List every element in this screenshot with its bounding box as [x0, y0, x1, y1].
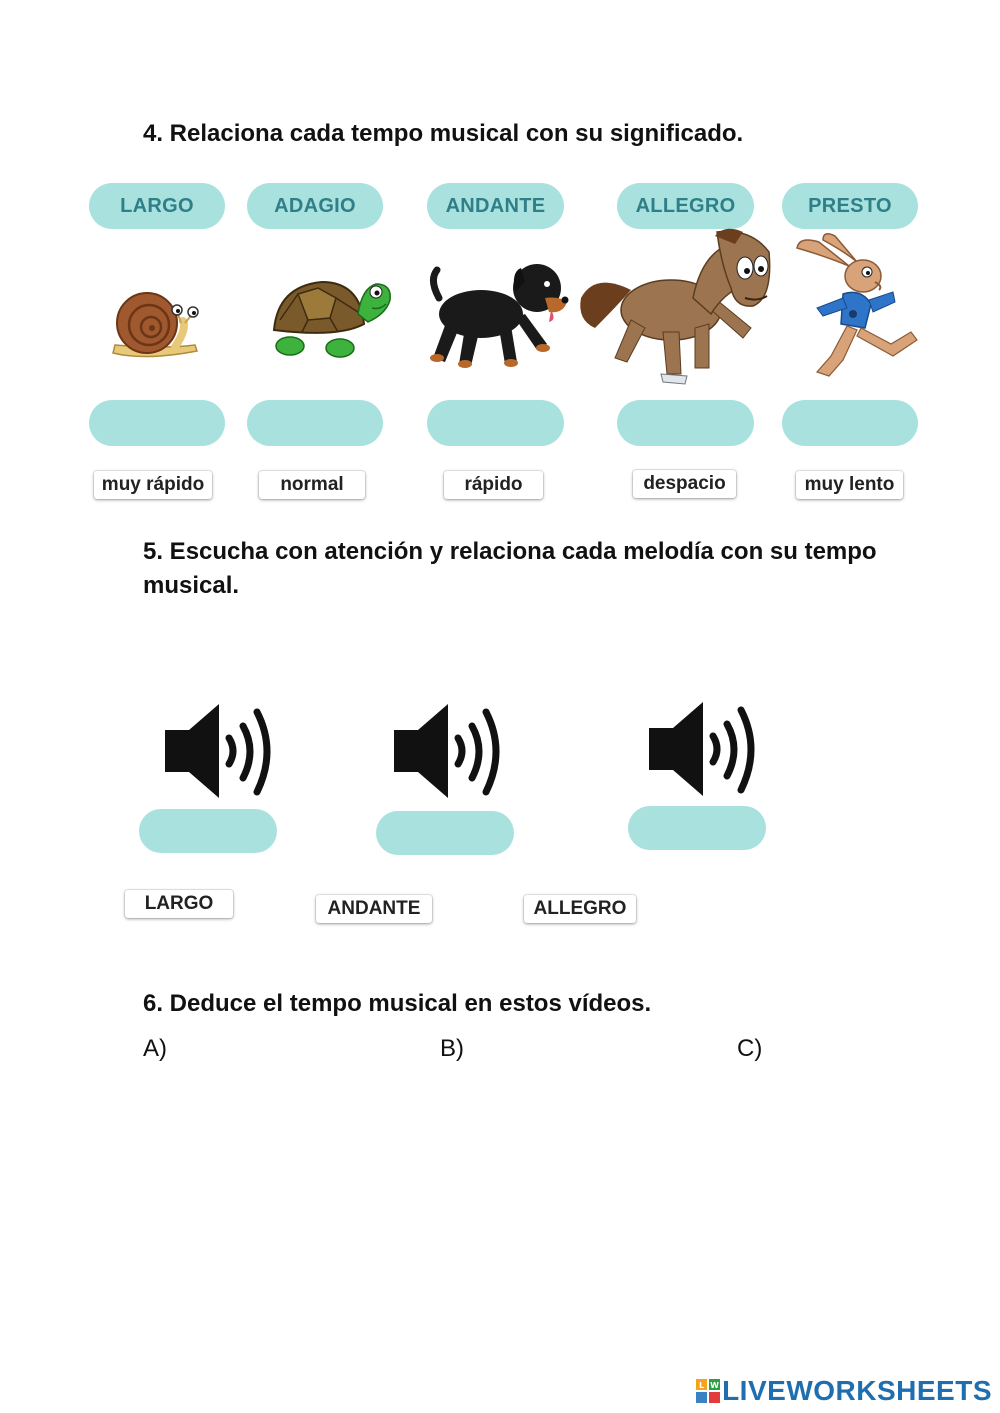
answer-slot-4[interactable]: [617, 400, 754, 446]
answer-slot-1[interactable]: [89, 400, 225, 446]
speaker-volume-icon[interactable]: [163, 702, 273, 802]
liveworksheets-brand-text: LIVEWORKSHEETS: [722, 1375, 992, 1406]
question-4-title: 4. Relaciona cada tempo musical con su significado.: [143, 120, 744, 147]
meaning-chip-rapido[interactable]: rápido: [444, 471, 543, 499]
turtle-image: [268, 268, 393, 360]
horse-image: [575, 228, 775, 388]
meaning-chip-muy-rapido[interactable]: muy rápido: [94, 471, 212, 499]
hare-image: [795, 232, 923, 382]
answer-slot-3[interactable]: [427, 400, 564, 446]
melody-slot-2[interactable]: [376, 811, 514, 855]
question-6-title: 6. Deduce el tempo musical en estos vídeos.: [143, 990, 652, 1017]
meaning-chip-despacio[interactable]: despacio: [633, 470, 736, 498]
tempo-label-adagio: ADAGIO: [247, 183, 383, 229]
melody-slot-1[interactable]: [139, 809, 277, 853]
meaning-chip-muy-lento[interactable]: muy lento: [796, 471, 903, 499]
dog-image: [425, 258, 570, 373]
answer-slot-5[interactable]: [782, 400, 918, 446]
tempo-label-presto: PRESTO: [782, 183, 918, 229]
video-option-c-label: C): [737, 1035, 763, 1062]
liveworksheets-logo[interactable]: [696, 1375, 992, 1407]
tempo-label-andante: ANDANTE: [427, 183, 564, 229]
tempo-label-largo: LARGO: [89, 183, 225, 229]
liveworksheets-logo-icon: [696, 1379, 720, 1403]
tempo-chip-allegro[interactable]: ALLEGRO: [524, 895, 636, 923]
answer-slot-2[interactable]: [247, 400, 383, 446]
video-option-a-label: A): [143, 1035, 167, 1062]
video-option-b-label: B): [440, 1035, 464, 1062]
tempo-chip-largo[interactable]: LARGO: [125, 890, 233, 918]
tempo-chip-andante[interactable]: ANDANTE: [316, 895, 432, 923]
speaker-volume-icon[interactable]: [647, 700, 757, 800]
meaning-chip-normal[interactable]: normal: [259, 471, 365, 499]
tempo-label-allegro: ALLEGRO: [617, 183, 754, 229]
question-5-title: 5. Escucha con atención y relaciona cada melodía con su tempo musical.: [143, 538, 877, 599]
speaker-volume-icon[interactable]: [392, 702, 502, 802]
melody-slot-3[interactable]: [628, 806, 766, 850]
logo-letter-l: L: [699, 1381, 705, 1390]
snail-image: [105, 285, 205, 365]
logo-letter-w: W: [710, 1381, 719, 1390]
